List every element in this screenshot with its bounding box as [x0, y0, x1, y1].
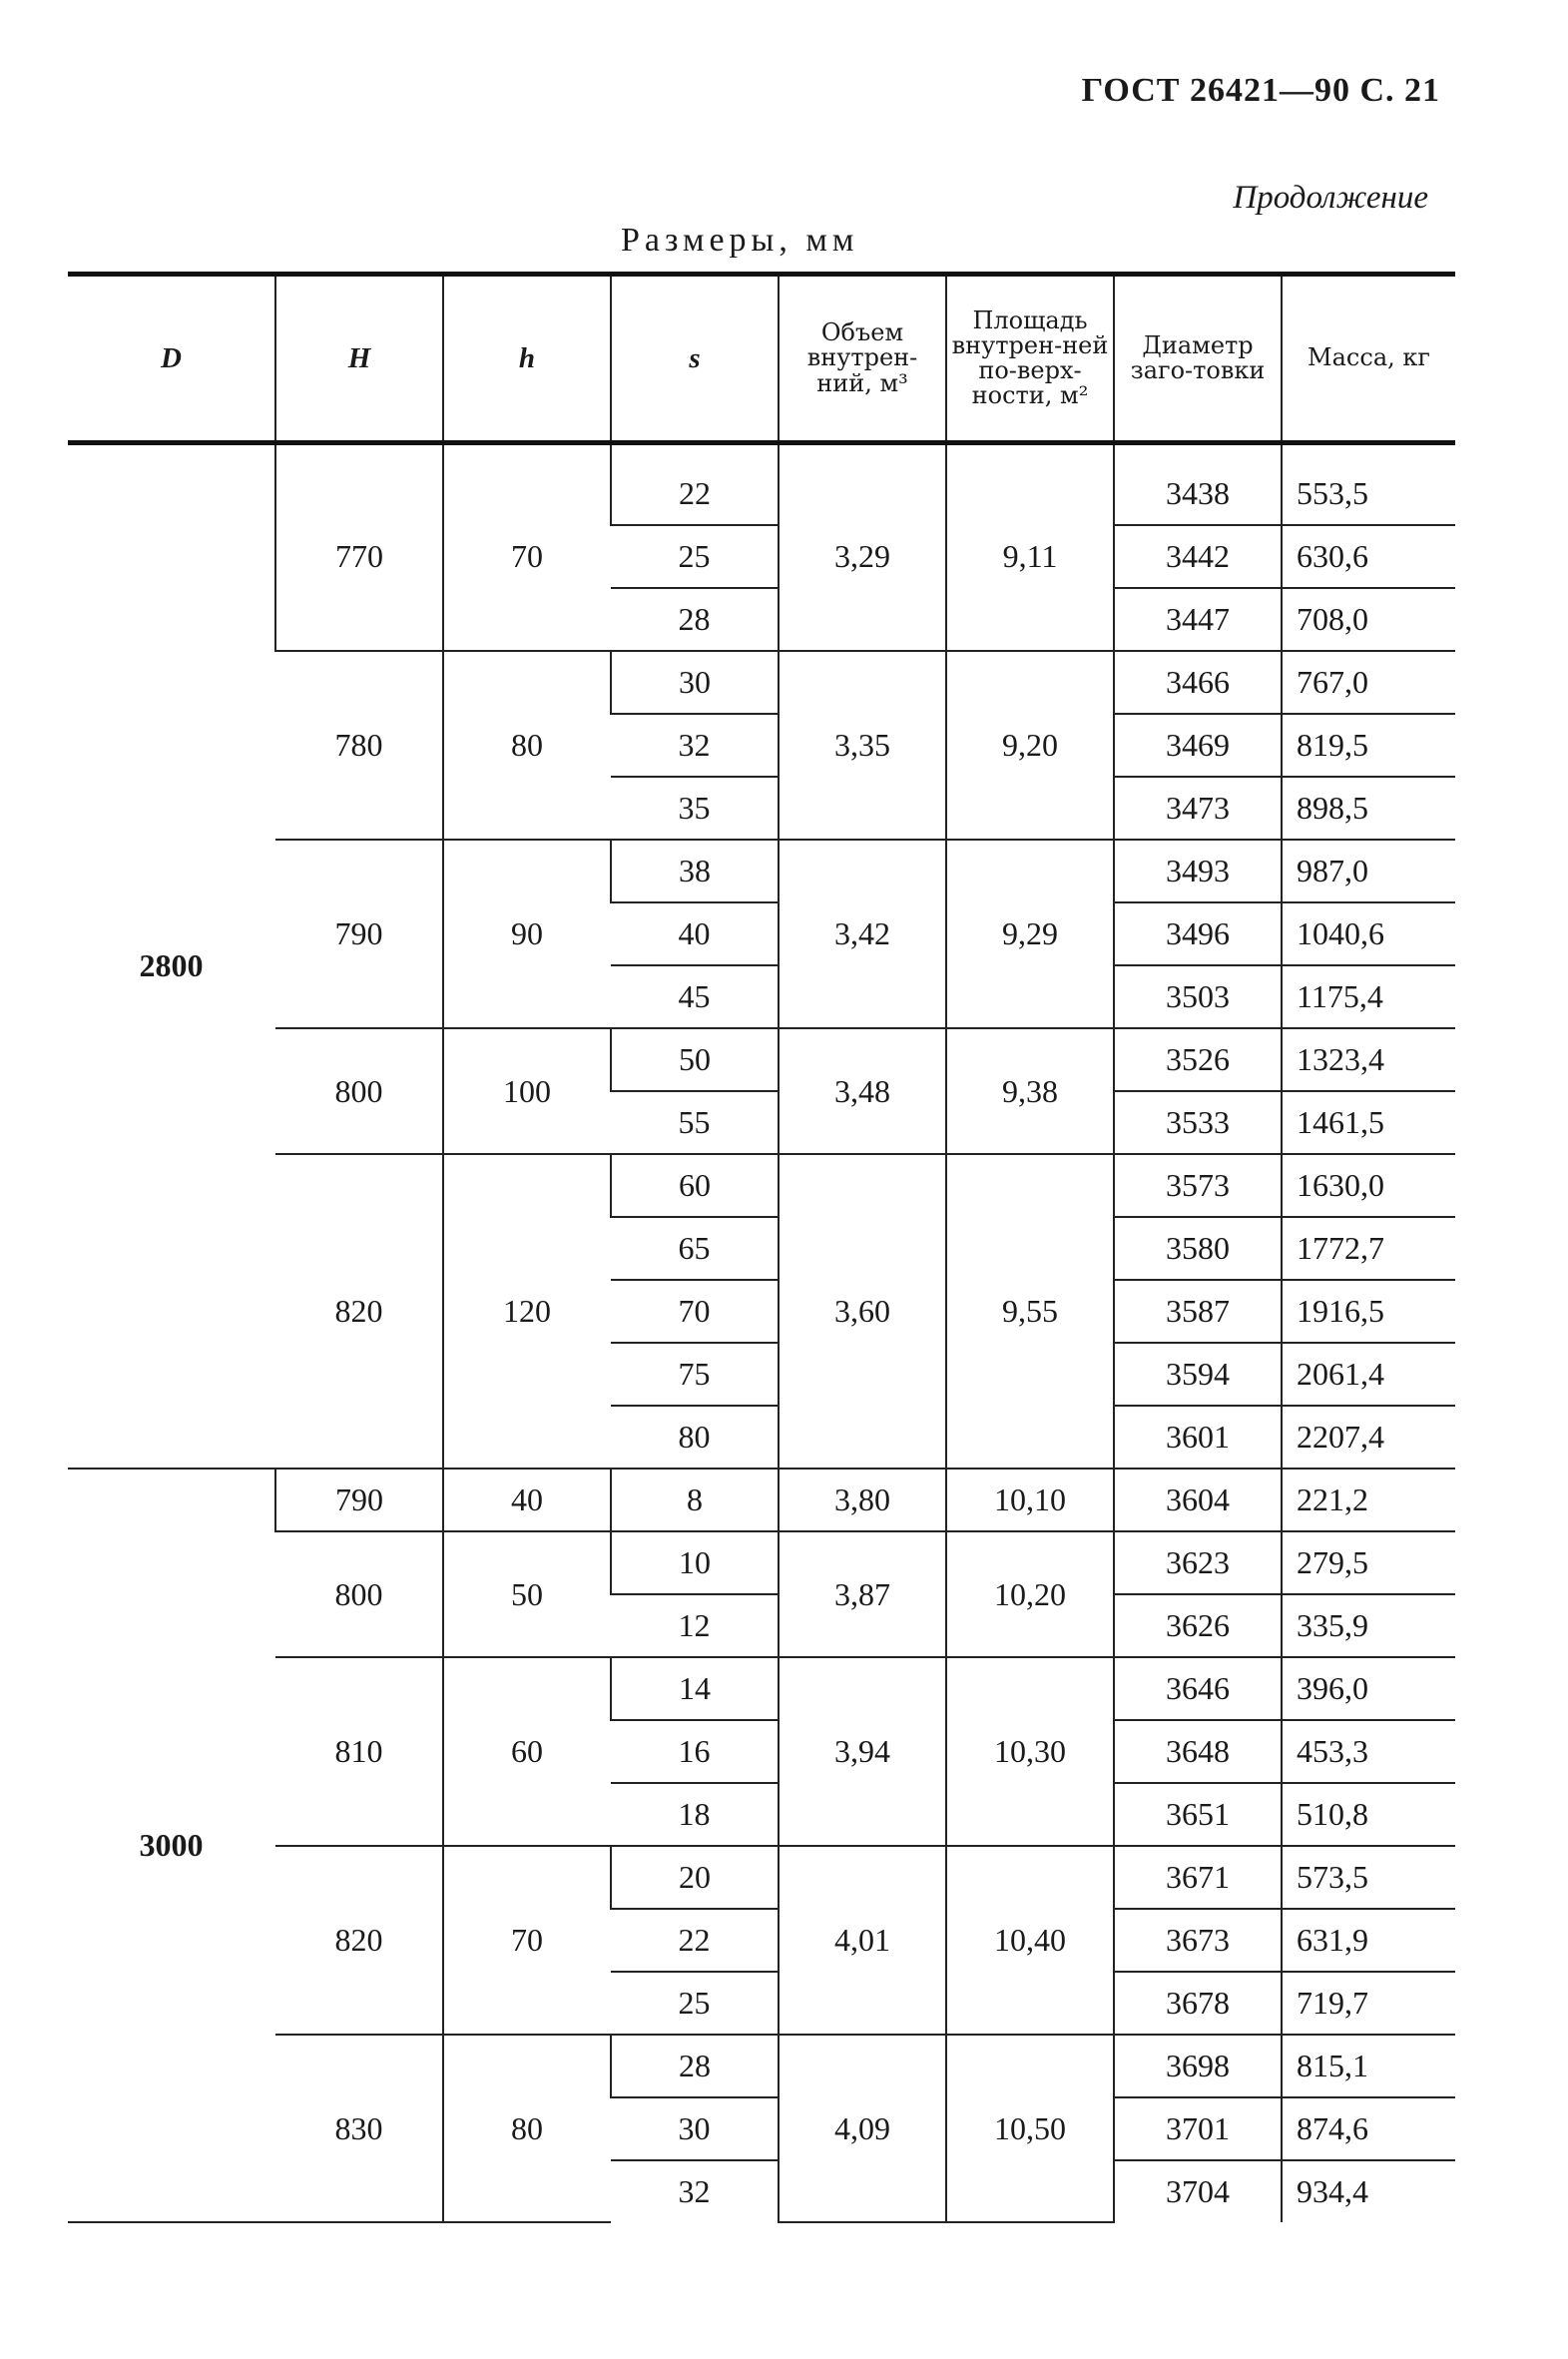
cell-mass: 1175,4 [1282, 965, 1455, 1028]
cell-volume: 3,60 [779, 1154, 946, 1469]
cell-thickness-s: 12 [611, 1594, 779, 1657]
cell-area: 10,50 [946, 2035, 1114, 2222]
cell-blank-diameter: 3704 [1114, 2160, 1282, 2222]
table-row [68, 1469, 1455, 1531]
cell-height-h: 100 [443, 1028, 611, 1154]
cell-blank-diameter: 3651 [1114, 1783, 1282, 1846]
table-row [68, 1657, 1455, 1720]
cell-blank-diameter: 3496 [1114, 902, 1282, 965]
cell-mass: 708,0 [1282, 588, 1455, 651]
cell-height-h: 70 [443, 1846, 611, 2035]
column-header-blank-diameter: Диаметр заго-товки [1114, 275, 1282, 443]
cell-height-H: 800 [275, 1531, 443, 1657]
table-row [68, 1846, 1455, 1909]
cell-thickness-s: 25 [611, 1972, 779, 2035]
cell-thickness-s: 10 [611, 1531, 779, 1594]
column-header-h-upper: H [275, 275, 443, 443]
cell-height-H: 780 [275, 651, 443, 840]
cell-blank-diameter: 3526 [1114, 1028, 1282, 1091]
cell-thickness-s: 45 [611, 965, 779, 1028]
cell-area: 9,38 [946, 1028, 1114, 1154]
cell-blank-diameter: 3601 [1114, 1406, 1282, 1469]
cell-blank-diameter: 3604 [1114, 1469, 1282, 1531]
cell-area: 9,55 [946, 1154, 1114, 1469]
table-row [68, 651, 1455, 714]
cell-thickness-s: 28 [611, 588, 779, 651]
cell-thickness-s: 25 [611, 525, 779, 588]
cell-height-h: 80 [443, 2035, 611, 2222]
table-row [68, 1154, 1455, 1217]
cell-mass: 631,9 [1282, 1909, 1455, 1972]
cell-area: 10,30 [946, 1657, 1114, 1846]
cell-blank-diameter: 3673 [1114, 1909, 1282, 1972]
cell-height-h: 40 [443, 1469, 611, 1531]
cell-height-H: 820 [275, 1154, 443, 1469]
cell-mass: 553,5 [1282, 463, 1455, 525]
units-caption: Размеры, мм [621, 222, 859, 259]
cell-height-H: 790 [275, 1469, 443, 1531]
table-row [68, 2035, 1455, 2097]
cell-thickness-s: 60 [611, 1154, 779, 1217]
cell-blank-diameter: 3533 [1114, 1091, 1282, 1154]
cell-height-H: 770 [275, 463, 443, 651]
table-row [68, 463, 1455, 525]
table-row [68, 840, 1455, 902]
cell-mass: 279,5 [1282, 1531, 1455, 1594]
cell-thickness-s: 38 [611, 840, 779, 902]
cell-thickness-s: 65 [611, 1217, 779, 1280]
column-header-h-lower: h [443, 275, 611, 443]
cell-area: 9,20 [946, 651, 1114, 840]
cell-height-h: 80 [443, 651, 611, 840]
cell-height-H: 810 [275, 1657, 443, 1846]
cell-volume: 3,42 [779, 840, 946, 1028]
cell-mass: 1630,0 [1282, 1154, 1455, 1217]
column-header-s: s [611, 275, 779, 443]
cell-thickness-s: 22 [611, 1909, 779, 1972]
cell-height-h: 120 [443, 1154, 611, 1469]
cell-height-H: 830 [275, 2035, 443, 2222]
cell-thickness-s: 16 [611, 1720, 779, 1783]
cell-mass: 1040,6 [1282, 902, 1455, 965]
cell-volume: 3,80 [779, 1469, 946, 1531]
cell-mass: 1916,5 [1282, 1280, 1455, 1343]
column-header-d: D [68, 275, 275, 443]
cell-volume: 3,35 [779, 651, 946, 840]
cell-blank-diameter: 3678 [1114, 1972, 1282, 2035]
cell-thickness-s: 8 [611, 1469, 779, 1531]
cell-volume: 3,29 [779, 463, 946, 651]
cell-blank-diameter: 3701 [1114, 2097, 1282, 2160]
cell-height-h: 70 [443, 463, 611, 651]
continuation-label: Продолжение [1233, 180, 1428, 216]
standard-page-header: ГОСТ 26421—90 С. 21 [1081, 72, 1440, 109]
cell-thickness-s: 14 [611, 1657, 779, 1720]
cell-blank-diameter: 3469 [1114, 714, 1282, 777]
cell-blank-diameter: 3623 [1114, 1531, 1282, 1594]
cell-height-H: 800 [275, 1028, 443, 1154]
cell-blank-diameter: 3442 [1114, 525, 1282, 588]
cell-mass: 573,5 [1282, 1846, 1455, 1909]
cell-mass: 221,2 [1282, 1469, 1455, 1531]
cell-mass: 1323,4 [1282, 1028, 1455, 1091]
cell-height-H: 820 [275, 1846, 443, 2035]
cell-area: 10,10 [946, 1469, 1114, 1531]
cell-height-h: 60 [443, 1657, 611, 1846]
cell-blank-diameter: 3447 [1114, 588, 1282, 651]
cell-mass: 630,6 [1282, 525, 1455, 588]
cell-area: 10,40 [946, 1846, 1114, 2035]
cell-mass: 767,0 [1282, 651, 1455, 714]
cell-volume: 3,48 [779, 1028, 946, 1154]
cell-mass: 2061,4 [1282, 1343, 1455, 1406]
cell-volume: 3,94 [779, 1657, 946, 1846]
cell-thickness-s: 40 [611, 902, 779, 965]
column-header-area: Площадь внутрен-ней по-верх-ности, м² [946, 275, 1114, 443]
cell-height-H: 790 [275, 840, 443, 1028]
cell-mass: 898,5 [1282, 777, 1455, 840]
cell-blank-diameter: 3587 [1114, 1280, 1282, 1343]
cell-thickness-s: 80 [611, 1406, 779, 1469]
cell-blank-diameter: 3648 [1114, 1720, 1282, 1783]
dimensions-table [68, 272, 1455, 2223]
cell-area: 9,11 [946, 463, 1114, 651]
cell-mass: 987,0 [1282, 840, 1455, 902]
table-header-row [68, 275, 1455, 443]
cell-thickness-s: 70 [611, 1280, 779, 1343]
cell-thickness-s: 75 [611, 1343, 779, 1406]
cell-blank-diameter: 3671 [1114, 1846, 1282, 1909]
cell-thickness-s: 50 [611, 1028, 779, 1091]
cell-mass: 934,4 [1282, 2160, 1455, 2222]
cell-diameter-d: 2800 [68, 463, 275, 1469]
cell-thickness-s: 22 [611, 463, 779, 525]
cell-blank-diameter: 3573 [1114, 1154, 1282, 1217]
cell-mass: 453,3 [1282, 1720, 1455, 1783]
cell-thickness-s: 35 [611, 777, 779, 840]
table-body [68, 443, 1455, 2223]
cell-thickness-s: 55 [611, 1091, 779, 1154]
cell-height-h: 50 [443, 1531, 611, 1657]
header-spacer-row [68, 443, 1455, 464]
cell-thickness-s: 30 [611, 2097, 779, 2160]
cell-mass: 819,5 [1282, 714, 1455, 777]
cell-area: 10,20 [946, 1531, 1114, 1657]
cell-mass: 719,7 [1282, 1972, 1455, 2035]
cell-diameter-d: 3000 [68, 1469, 275, 2222]
cell-mass: 335,9 [1282, 1594, 1455, 1657]
cell-mass: 1772,7 [1282, 1217, 1455, 1280]
cell-mass: 396,0 [1282, 1657, 1455, 1720]
cell-blank-diameter: 3438 [1114, 463, 1282, 525]
cell-thickness-s: 28 [611, 2035, 779, 2097]
cell-mass: 1461,5 [1282, 1091, 1455, 1154]
column-header-mass: Масса, кг [1282, 275, 1455, 443]
cell-thickness-s: 18 [611, 1783, 779, 1846]
cell-volume: 3,87 [779, 1531, 946, 1657]
cell-volume: 4,01 [779, 1846, 946, 2035]
cell-blank-diameter: 3594 [1114, 1343, 1282, 1406]
cell-area: 9,29 [946, 840, 1114, 1028]
cell-thickness-s: 30 [611, 651, 779, 714]
table-row [68, 1531, 1455, 1594]
table-row [68, 1028, 1455, 1091]
cell-blank-diameter: 3580 [1114, 1217, 1282, 1280]
cell-blank-diameter: 3626 [1114, 1594, 1282, 1657]
cell-mass: 874,6 [1282, 2097, 1455, 2160]
cell-volume: 4,09 [779, 2035, 946, 2222]
cell-height-h: 90 [443, 840, 611, 1028]
cell-thickness-s: 20 [611, 1846, 779, 1909]
cell-blank-diameter: 3503 [1114, 965, 1282, 1028]
cell-blank-diameter: 3466 [1114, 651, 1282, 714]
cell-blank-diameter: 3698 [1114, 2035, 1282, 2097]
cell-blank-diameter: 3493 [1114, 840, 1282, 902]
cell-mass: 2207,4 [1282, 1406, 1455, 1469]
column-header-volume: Объем внутрен-ний, м³ [779, 275, 946, 443]
cell-thickness-s: 32 [611, 714, 779, 777]
cell-blank-diameter: 3646 [1114, 1657, 1282, 1720]
cell-thickness-s: 32 [678, 2173, 711, 2209]
cell-mass: 510,8 [1282, 1783, 1455, 1846]
cell-mass: 815,1 [1282, 2035, 1455, 2097]
cell-blank-diameter: 3473 [1114, 777, 1282, 840]
